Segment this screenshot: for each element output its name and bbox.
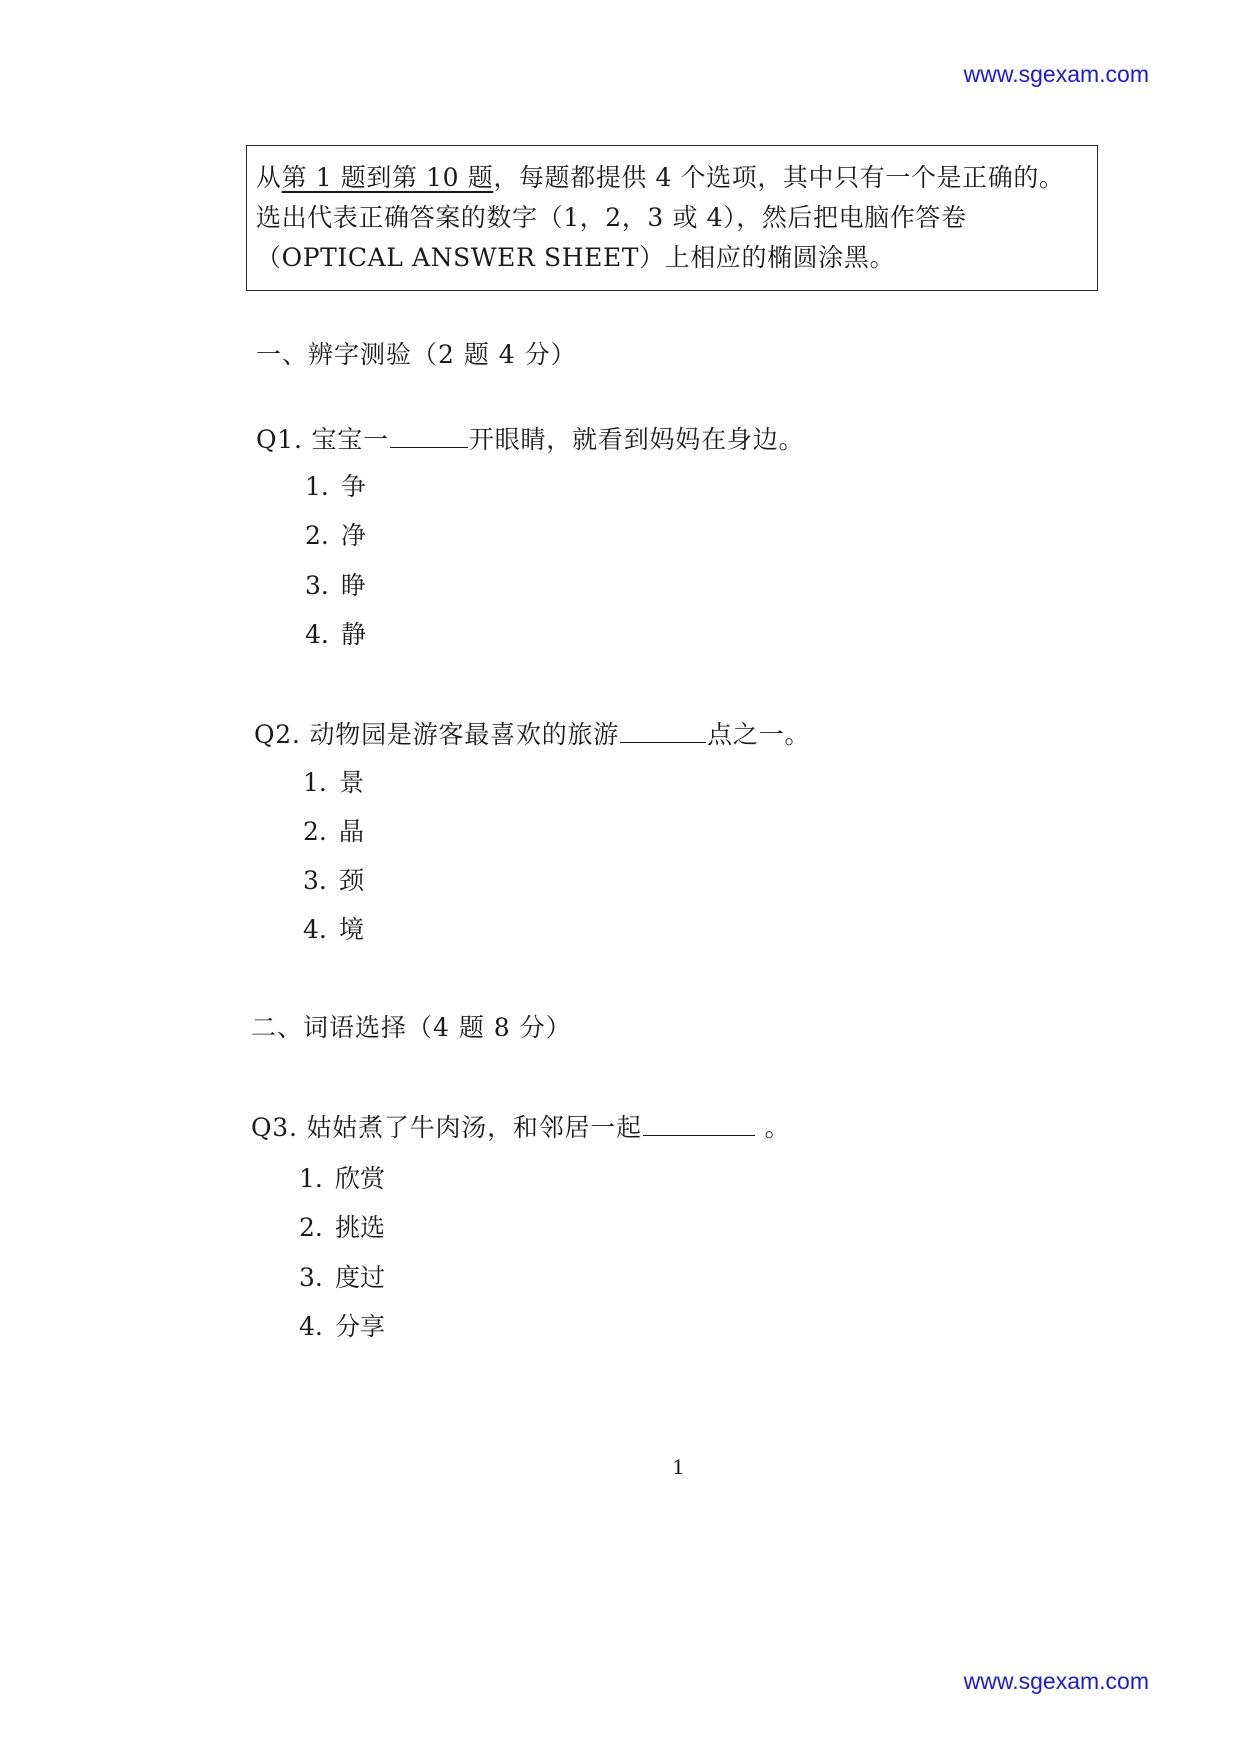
question-3-text-before: 姑姑煮了牛肉汤，和邻居一起: [306, 1113, 642, 1142]
question-3-option-1: 1. 欣赏: [299, 1164, 386, 1193]
question-3-option-2: 2. 挑选: [299, 1213, 386, 1242]
question-1-option-4: 4. 静: [305, 620, 367, 649]
question-3-stem: [251, 1108, 790, 1144]
question-1-text-after: 开眼睛，就看到妈妈在身边。: [468, 425, 805, 454]
question-1-text-before: 宝宝一: [311, 425, 389, 454]
question-2-option-2: 2. 晶: [303, 817, 365, 846]
question-1-label: Q1.: [256, 425, 303, 454]
instruction-box: [246, 145, 1098, 291]
question-2-option-1: 1. 景: [303, 768, 365, 797]
instruction-text: ，每题都提供 4 个选项，其中只有一个是正确的。选出代表正确答案的数字（1，2，3 或 4），然后把电脑作答卷（OPTICAL ANSWER SHEET）上相应的椭圆涂黑。: [256, 163, 1065, 272]
watermark-bottom: www.sgexam.com: [963, 1668, 1149, 1694]
page-number: 1: [672, 1455, 685, 1479]
instruction-prefix: 从: [256, 163, 282, 192]
question-2-blank: [620, 720, 706, 743]
question-3-text-after: 。: [764, 1113, 791, 1142]
question-1-blank: [390, 425, 468, 448]
instruction-underlined-range: 第 1 题到第 10 题: [281, 163, 494, 192]
question-3-option-3: 3. 度过: [299, 1263, 386, 1292]
question-2-option-3: 3. 颈: [303, 866, 365, 895]
question-2-stem: [254, 715, 810, 751]
question-1-option-3: 3. 睁: [305, 571, 367, 600]
question-3-option-4: 4. 分享: [299, 1312, 386, 1341]
question-2-option-4: 4. 境: [303, 915, 365, 944]
section-2-heading: 二、词语选择（4 题 8 分）: [251, 1013, 572, 1042]
question-1-stem: [256, 420, 804, 456]
question-1-option-2: 2. 净: [305, 521, 367, 550]
question-3-label: Q3.: [251, 1113, 298, 1142]
section-1-heading: 一、辨字测验（2 题 4 分）: [256, 340, 577, 369]
question-3-blank: [643, 1113, 755, 1136]
watermark-top: www.sgexam.com: [963, 61, 1149, 87]
question-2-label: Q2.: [254, 720, 301, 749]
question-1-option-1: 1. 争: [305, 472, 367, 501]
question-2-text-after: 点之一。: [707, 720, 811, 749]
question-2-text-before: 动物园是游客最喜欢的旅游: [309, 720, 620, 749]
